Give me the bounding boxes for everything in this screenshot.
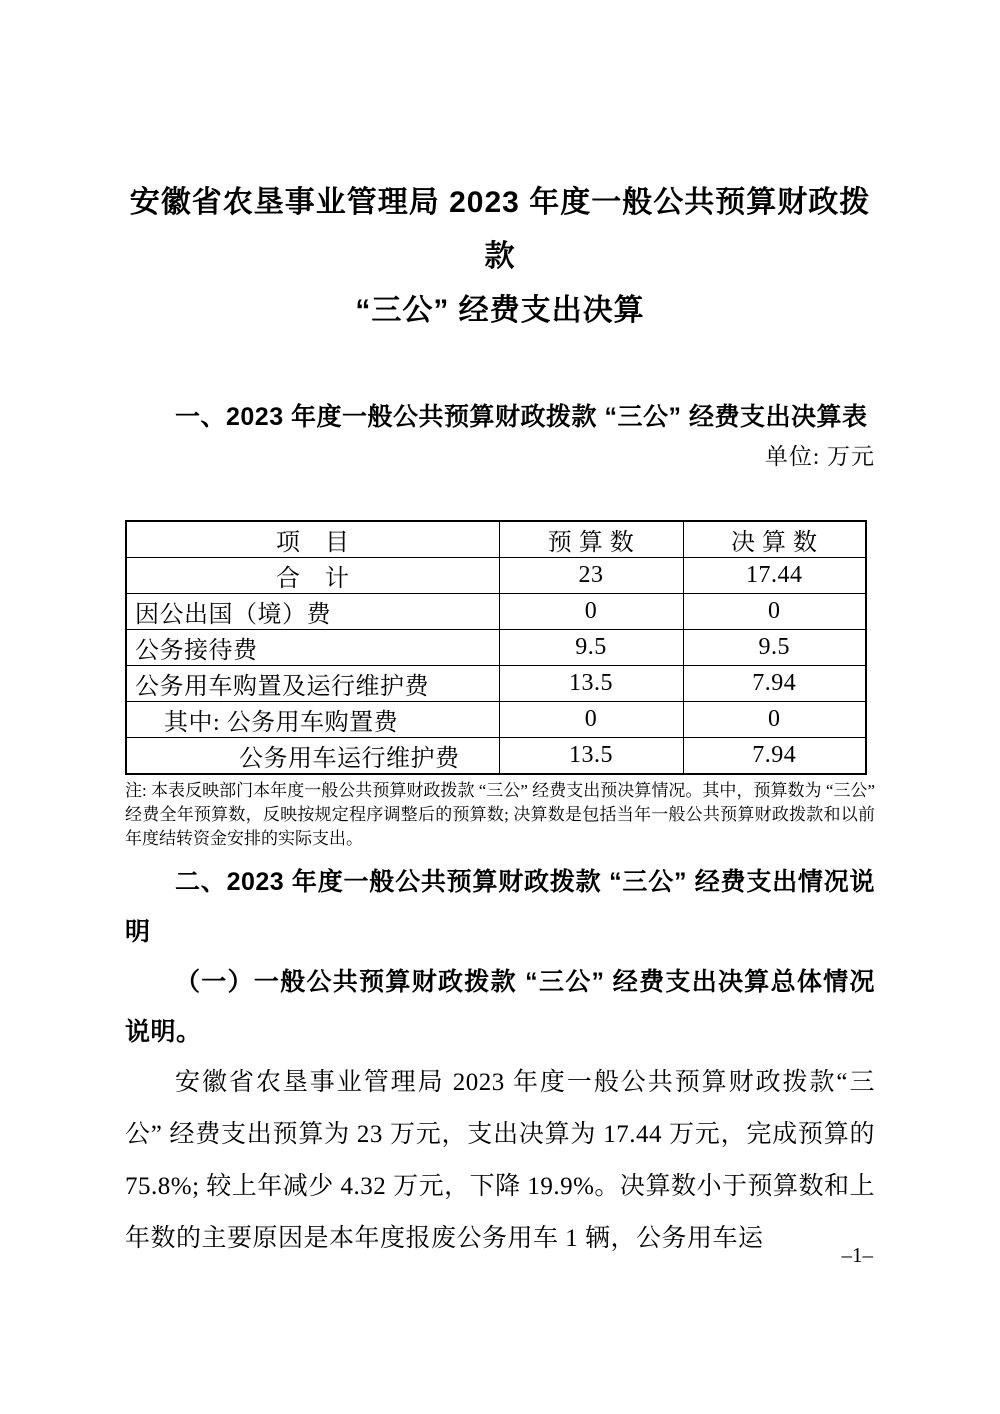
table-cell-final: 17.44	[683, 558, 866, 594]
table-row-vehicle-maintenance	[126, 738, 866, 775]
table-header-final: 决 算 数	[683, 521, 866, 558]
table-row-total	[126, 558, 866, 594]
table-cell-final: 0	[683, 702, 866, 738]
body-paragraph: 安徽省农垦事业管理局 2023 年度一般公共预算财政拨款“三公” 经费支出预算为 23 万元，支出决算为 17.44 万元，完成预算的 75.8%; 较上年减少 4.32 万元，下降 19.9%。决算数小于预算数和上年数的主要原因是本年度报废公务用车 1 辆，公务用车运	[125, 1069, 875, 1252]
table-note: 注: 本表反映部门本年度一般公共预算财政拨款 “三公” 经费支出预决算情况。其中，预算数为 “三公” 经费全年预算数，反映按规定程序调整后的预算数; 决算数是包括当年一般公共预算财政拨款和以前年度结转资金安排的实际支出。	[125, 781, 875, 848]
table-header-budget: 预 算 数	[499, 521, 683, 558]
table-cell-budget: 9.5	[499, 630, 683, 666]
table-cell-final: 0	[683, 594, 866, 630]
table-row-reception	[126, 630, 866, 666]
table-header-row	[126, 521, 866, 558]
section2-subheading: （一）一般公共预算财政拨款 “三公” 经费支出决算总体情况说明。	[125, 968, 875, 1046]
table-cell-item: 合 计	[126, 558, 499, 594]
document-title	[125, 176, 875, 338]
page-number: –1–	[841, 1243, 873, 1267]
table-row-vehicle-total	[126, 666, 866, 702]
table-cell-budget: 0	[499, 702, 683, 738]
table-cell-final: 7.94	[683, 738, 866, 775]
table-cell-item: 因公出国（境）费	[126, 594, 499, 630]
table-row-vehicle-purchase	[126, 702, 866, 738]
table-row-abroad	[126, 594, 866, 630]
table-cell-final: 9.5	[683, 630, 866, 666]
table-cell-item: 其中: 公务用车购置费	[126, 702, 499, 738]
table-cell-budget: 13.5	[499, 666, 683, 702]
document-title-line-2: “三公” 经费支出决算	[355, 294, 645, 327]
table-cell-final: 7.94	[683, 666, 866, 702]
document-content	[125, 0, 875, 1265]
table-cell-item: 公务用车购置及运行维护费	[126, 666, 499, 702]
table-cell-item: 公务用车运行维护费	[126, 738, 499, 775]
table-cell-item: 公务接待费	[126, 630, 499, 666]
section1-heading: 一、2023 年度一般公共预算财政拨款 “三公” 经费支出决算表	[175, 403, 868, 431]
table-cell-budget: 23	[499, 558, 683, 594]
table-cell-budget: 13.5	[499, 738, 683, 775]
table-cell-budget: 0	[499, 594, 683, 630]
table-header-item: 项 目	[126, 521, 499, 558]
three-public-expense-table	[125, 520, 867, 775]
document-title-line-1: 安徽省农垦事业管理局 2023 年度一般公共预算财政拨款	[129, 186, 871, 273]
unit-label: 单位: 万元	[764, 444, 875, 469]
section2-heading: 二、2023 年度一般公共预算财政拨款 “三公” 经费支出情况说明	[125, 868, 875, 946]
